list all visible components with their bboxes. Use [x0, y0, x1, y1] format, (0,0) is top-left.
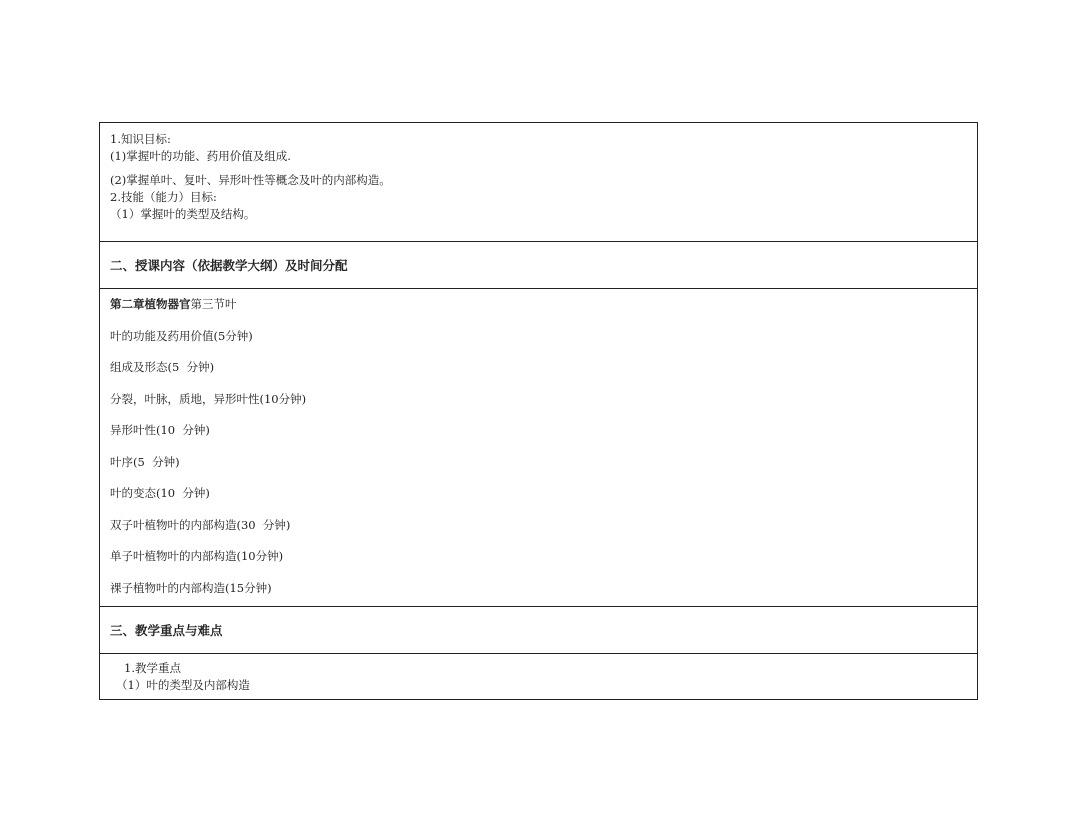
content-item: 组成及形态(5 分钟) — [110, 360, 215, 374]
content-item: 叶序(5 分钟) — [110, 454, 180, 469]
objective-line-1: 1.知识目标: — [110, 132, 171, 146]
content-item: 分裂，叶脉，质地，异形叶性(10分钟) — [110, 391, 307, 406]
objectives-cell — [100, 123, 977, 242]
objective-line-3: (2)掌握单叶、复叶、异形叶性等概念及叶的内部构造。 — [110, 173, 391, 187]
section-3-heading-cell — [100, 607, 977, 654]
teaching-content-cell — [100, 289, 977, 607]
content-item: 裸子植物叶的内部构造(15分钟) — [110, 580, 272, 595]
key-point-line-2: （1）叶的类型及内部构造 — [116, 678, 250, 692]
content-item: 单子叶植物叶的内部构造(10分钟) — [110, 549, 284, 563]
section-2-heading: 二、授课内容（依据教学大纲）及时间分配 — [110, 258, 348, 273]
key-point-line-1: 1.教学重点 — [124, 661, 181, 675]
objective-line-2: (1)掌握叶的功能、药用价值及组成. — [110, 149, 291, 163]
content-item: 异形叶性(10 分钟) — [110, 423, 210, 437]
chapter-title-bold: 第二章植物器官 — [110, 297, 191, 311]
section-2-heading-cell — [100, 242, 977, 289]
objective-line-4: 2.技能（能力）目标: — [110, 190, 217, 204]
chapter-title-section: 第三节叶 — [190, 297, 237, 311]
content-item: 叶的功能及药用价值(5分钟) — [110, 328, 253, 343]
chapter-title — [110, 295, 967, 327]
content-item: 叶的变态(10 分钟) — [110, 486, 210, 500]
objective-line-5: （1）掌握叶的类型及结构。 — [110, 207, 256, 221]
content-item: 双子叶植物叶的内部构造(30 分钟) — [110, 517, 291, 532]
section-3-heading: 三、教学重点与难点 — [110, 623, 223, 638]
syllabus-table — [99, 122, 978, 700]
key-points-cell — [100, 654, 977, 699]
